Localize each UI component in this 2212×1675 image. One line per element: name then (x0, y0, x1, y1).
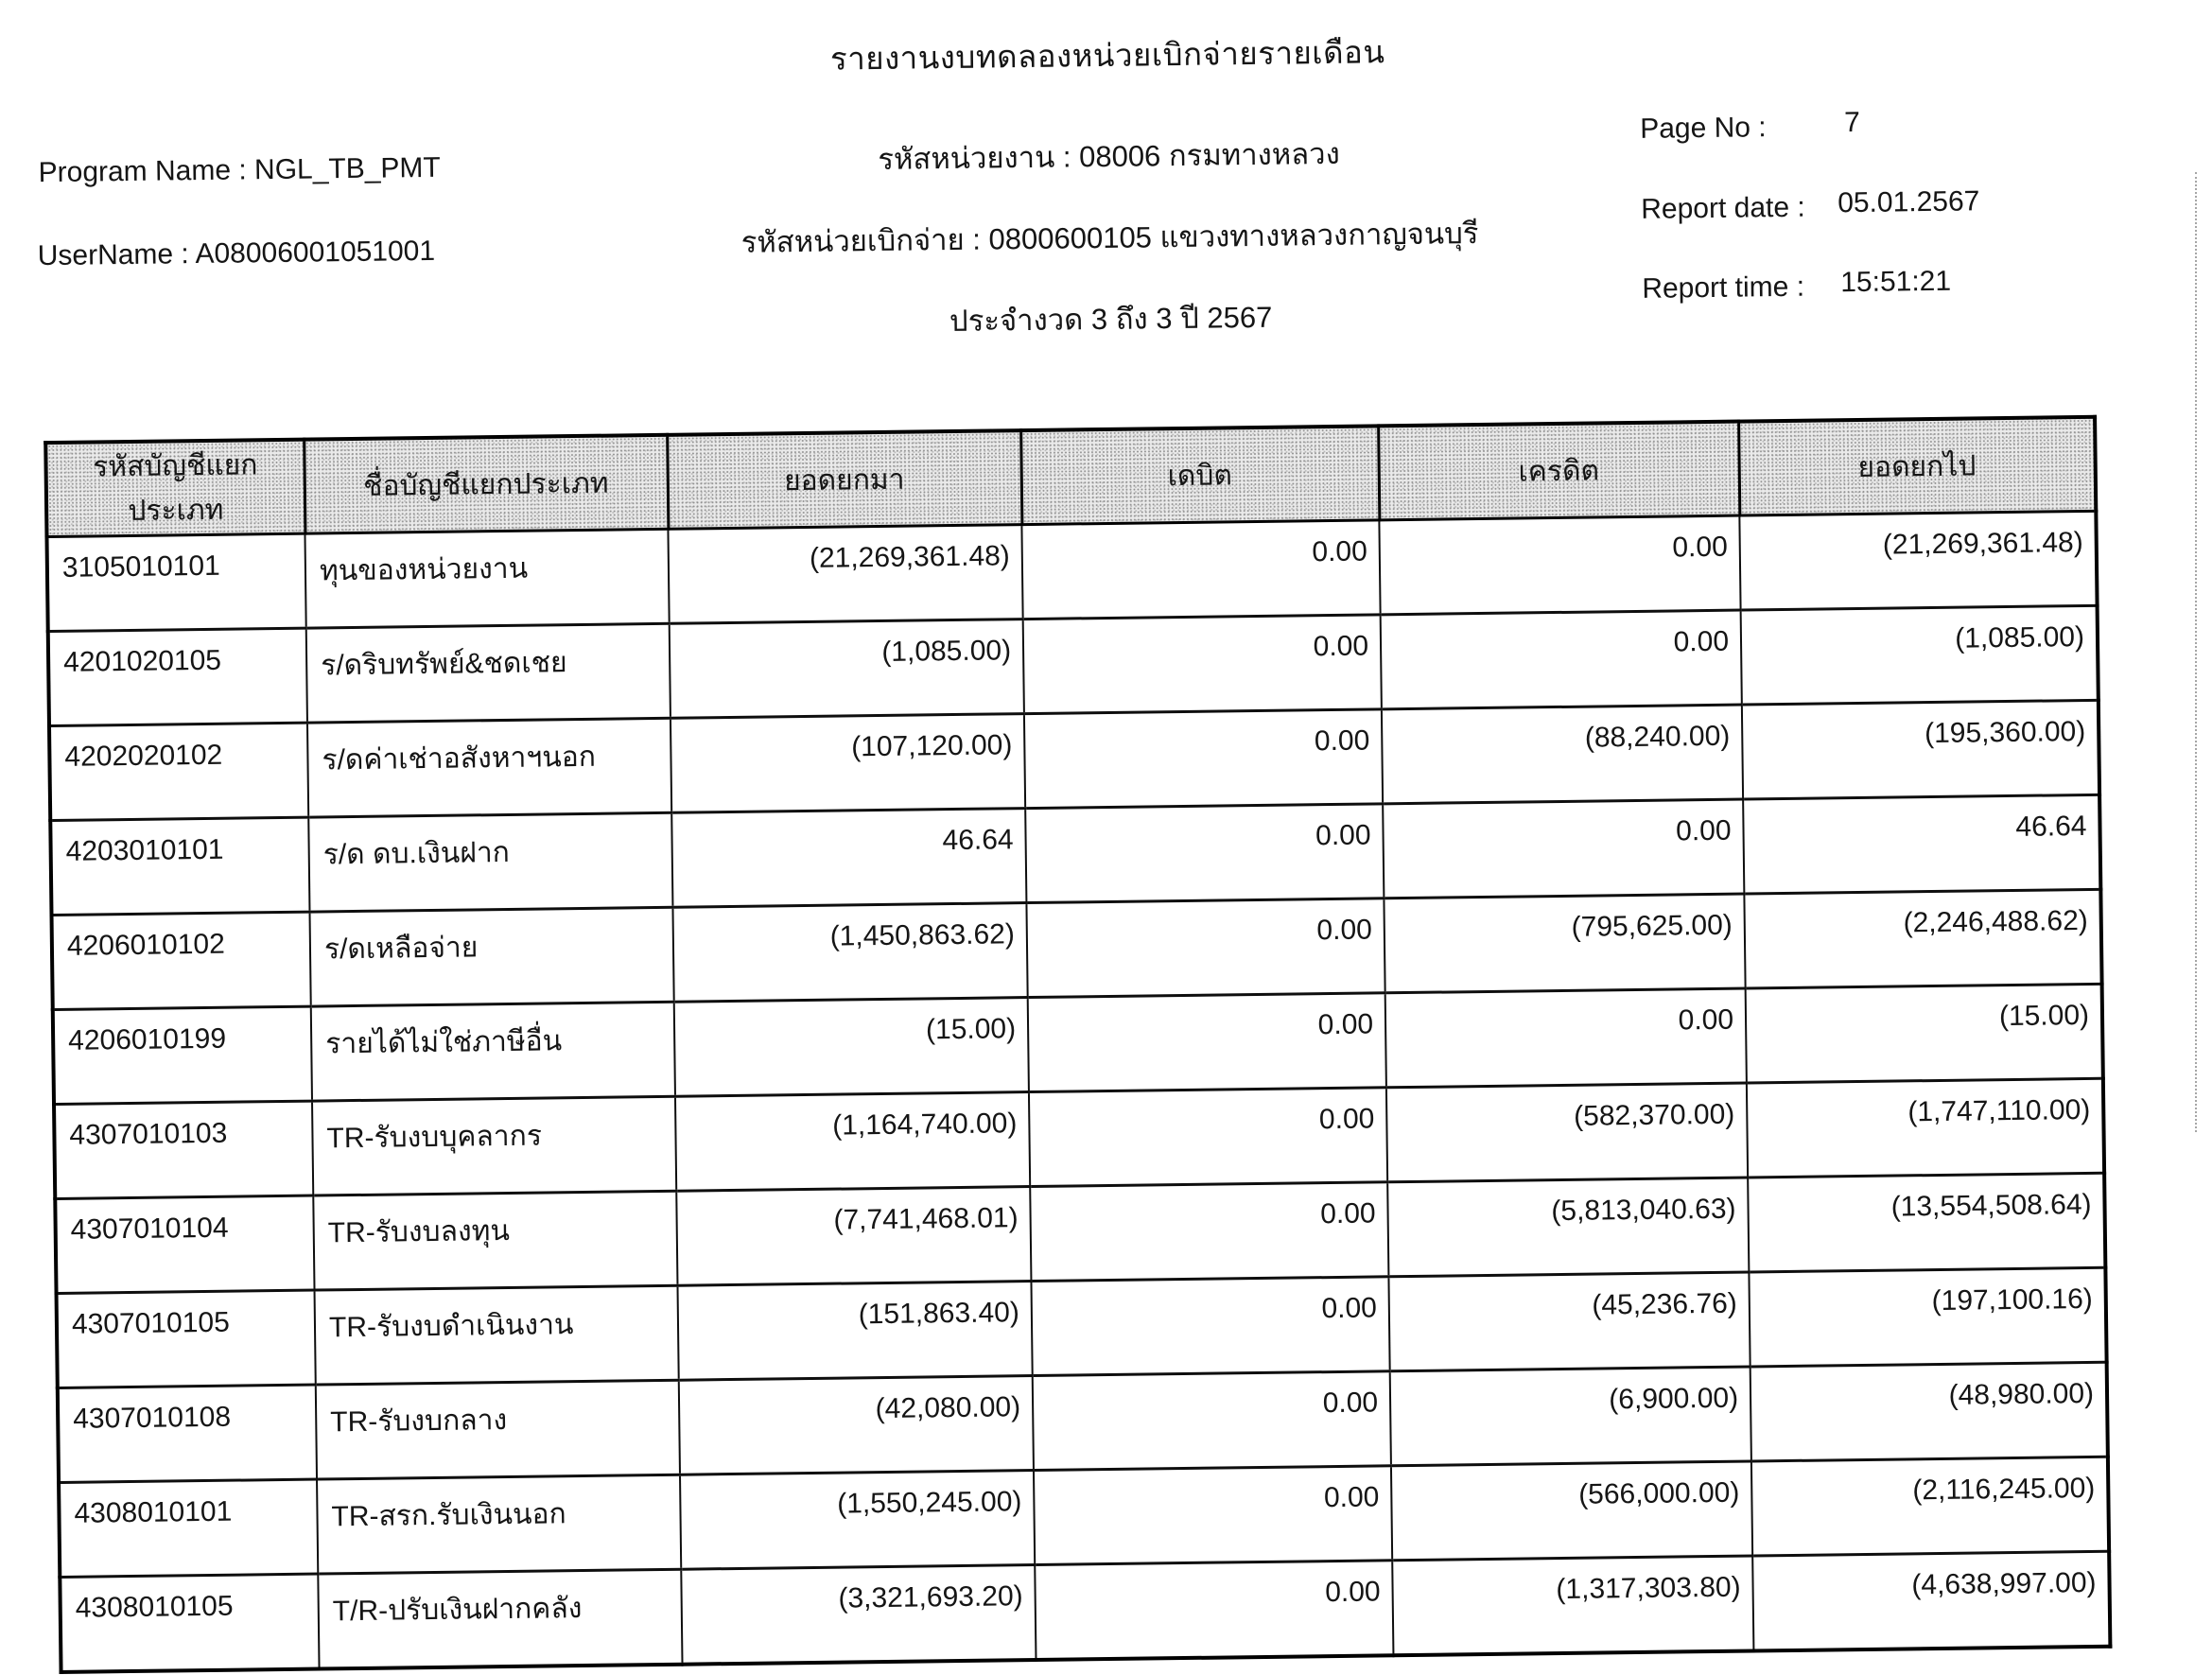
debit-cell: 0.00 (1034, 1466, 1392, 1565)
account-name-cell: ร/ด ดบ.เงินฝาก (308, 812, 672, 912)
debit-cell: 0.00 (1026, 899, 1385, 998)
closing-balance-cell: (13,554,508.64) (1748, 1173, 2105, 1272)
account-code-cell: 4307010105 (57, 1290, 316, 1387)
closing-balance-cell: (1,747,110.00) (1747, 1078, 2104, 1178)
opening-balance-cell: (15.00) (674, 998, 1029, 1097)
closing-balance-cell: (48,980.00) (1750, 1362, 2108, 1461)
username-value: A08006001051001 (195, 235, 436, 270)
account-code-cell: 4206010199 (53, 1006, 312, 1104)
credit-cell: (1,317,303.80) (1392, 1556, 1753, 1655)
header-account-code: รหัสบัญชีแยกประเภท (45, 440, 305, 537)
debit-cell: 0.00 (1028, 993, 1386, 1092)
closing-balance-cell: (2,116,245.00) (1751, 1457, 2109, 1556)
header-debit: เดบิต (1020, 426, 1379, 524)
closing-balance-cell: (21,269,361.48) (1739, 511, 2097, 610)
credit-cell: (88,240.00) (1382, 705, 1743, 804)
account-code-cell: 4203010101 (50, 817, 309, 915)
debit-cell: 0.00 (1025, 804, 1384, 903)
opening-balance-cell: (7,741,468.01) (676, 1187, 1031, 1286)
opening-balance-cell: (21,269,361.48) (668, 525, 1022, 624)
header-closing-balance: ยอดยกไป (1738, 417, 2096, 515)
opening-balance-cell: (1,085.00) (670, 619, 1024, 719)
credit-cell: 0.00 (1385, 988, 1747, 1088)
opening-balance-cell: 46.64 (671, 809, 1026, 908)
header-opening-balance: ยอดยกมา (667, 430, 1021, 529)
account-code-cell: 4201020105 (48, 628, 307, 725)
report-date-label: Report date : (1641, 191, 1805, 225)
account-name-cell: T/R-ปรับเงินฝากคลัง (318, 1569, 682, 1668)
debit-cell: 0.00 (1035, 1561, 1393, 1660)
account-name-cell: ร/ดริบทรัพย์&ชดเชย (306, 623, 671, 723)
trial-balance-table (44, 415, 2112, 1674)
opening-balance-cell: (1,164,740.00) (675, 1092, 1030, 1192)
report-time-label: Report time : (1642, 270, 1805, 305)
account-code-cell: 3105010101 (46, 533, 305, 631)
program-name-label: Program Name : (38, 154, 247, 189)
disbursement-unit-line: รหัสหน่วยเบิกจ่าย : 0800600105 แขวงทางหลวงกาญจนบุรี (740, 217, 1479, 259)
opening-balance-cell: (1,550,245.00) (680, 1471, 1035, 1570)
closing-balance-cell: (195,360.00) (1742, 700, 2099, 799)
credit-cell: 0.00 (1383, 799, 1744, 899)
account-name-cell: TR-สรก.รับเงินนอก (317, 1474, 681, 1574)
opening-balance-cell: (107,120.00) (671, 714, 1025, 813)
account-name-cell: ทุนของหน่วยงาน (305, 529, 669, 628)
report-time-value: 15:51:21 (1840, 265, 1952, 299)
credit-cell: (582,370.00) (1386, 1083, 1748, 1182)
opening-balance-cell: (1,450,863.62) (672, 903, 1027, 1003)
credit-cell: (566,000.00) (1391, 1461, 1752, 1561)
closing-balance-cell: 46.64 (1743, 794, 2100, 894)
debit-cell: 0.00 (1031, 1277, 1389, 1376)
closing-balance-cell: (1,085.00) (1741, 605, 2099, 705)
credit-cell: 0.00 (1379, 515, 1740, 615)
debit-cell: 0.00 (1030, 1182, 1388, 1282)
account-name-cell: TR-รับงบลงทุน (313, 1191, 677, 1290)
opening-balance-cell: (42,080.00) (679, 1376, 1034, 1475)
report-title: รายงานงบทดลองหน่วยเบิกจ่ายรายเดือน (829, 34, 1385, 77)
header-account-name: ชื่อบัญชีแยกประเภท (304, 435, 668, 533)
account-code-cell: 4307010104 (55, 1195, 314, 1293)
account-name-cell: TR-รับงบดำเนินงาน (315, 1285, 679, 1385)
account-code-cell: 4307010108 (58, 1385, 317, 1482)
account-code-cell: 4307010103 (54, 1101, 313, 1198)
account-name-cell: ร/ดค่าเช่าอสังหาฯนอก (307, 718, 671, 817)
credit-cell: 0.00 (1381, 610, 1742, 709)
debit-cell: 0.00 (1024, 709, 1383, 809)
opening-balance-cell: (3,321,693.20) (681, 1565, 1036, 1665)
debit-cell: 0.00 (1029, 1088, 1387, 1187)
account-name-cell: TR-รับงบกลาง (316, 1380, 680, 1479)
account-code-cell: 4202020102 (49, 723, 308, 820)
page-no-label: Page No : (1639, 112, 1767, 145)
credit-cell: (45,236.76) (1388, 1272, 1750, 1371)
credit-cell: (795,625.00) (1384, 894, 1745, 993)
page-no-value: 7 (1843, 106, 1861, 139)
username-label: UserName : (37, 238, 189, 272)
table-body (46, 511, 2110, 1672)
scan-edge-artifact (2195, 172, 2197, 1132)
account-code-cell: 4206010102 (52, 912, 311, 1009)
program-name-line (38, 152, 441, 189)
account-code-cell: 4308010101 (59, 1479, 318, 1577)
debit-cell: 0.00 (1021, 520, 1380, 619)
account-name-cell: TR-รับงบบุคลากร (312, 1096, 676, 1195)
account-name-cell: รายได้ไม่ใช่ภาษีอื่น (311, 1002, 675, 1101)
program-name-value: NGL_TB_PMT (253, 151, 441, 186)
closing-balance-cell: (197,100.16) (1749, 1267, 2106, 1367)
closing-balance-cell: (4,638,997.00) (1752, 1551, 2110, 1650)
debit-cell: 0.00 (1033, 1371, 1391, 1471)
account-name-cell: ร/ดเหลือจ่าย (309, 907, 673, 1006)
debit-cell: 0.00 (1023, 615, 1382, 714)
credit-cell: (6,900.00) (1390, 1367, 1751, 1466)
closing-balance-cell: (15.00) (1746, 984, 2103, 1083)
agency-code-line: รหัสหน่วยงาน : 08006 กรมทางหลวง (878, 136, 1340, 176)
credit-cell: (5,813,040.63) (1387, 1178, 1749, 1277)
report-date-value: 05.01.2567 (1837, 185, 1980, 219)
account-code-cell: 4308010105 (60, 1574, 319, 1672)
username-line (38, 236, 436, 272)
period-line: ประจำงวด 3 ถึง 3 ปี 2567 (949, 300, 1273, 339)
header-credit: เครดิต (1378, 422, 1739, 520)
opening-balance-cell: (151,863.40) (677, 1282, 1032, 1381)
closing-balance-cell: (2,246,488.62) (1744, 889, 2101, 988)
